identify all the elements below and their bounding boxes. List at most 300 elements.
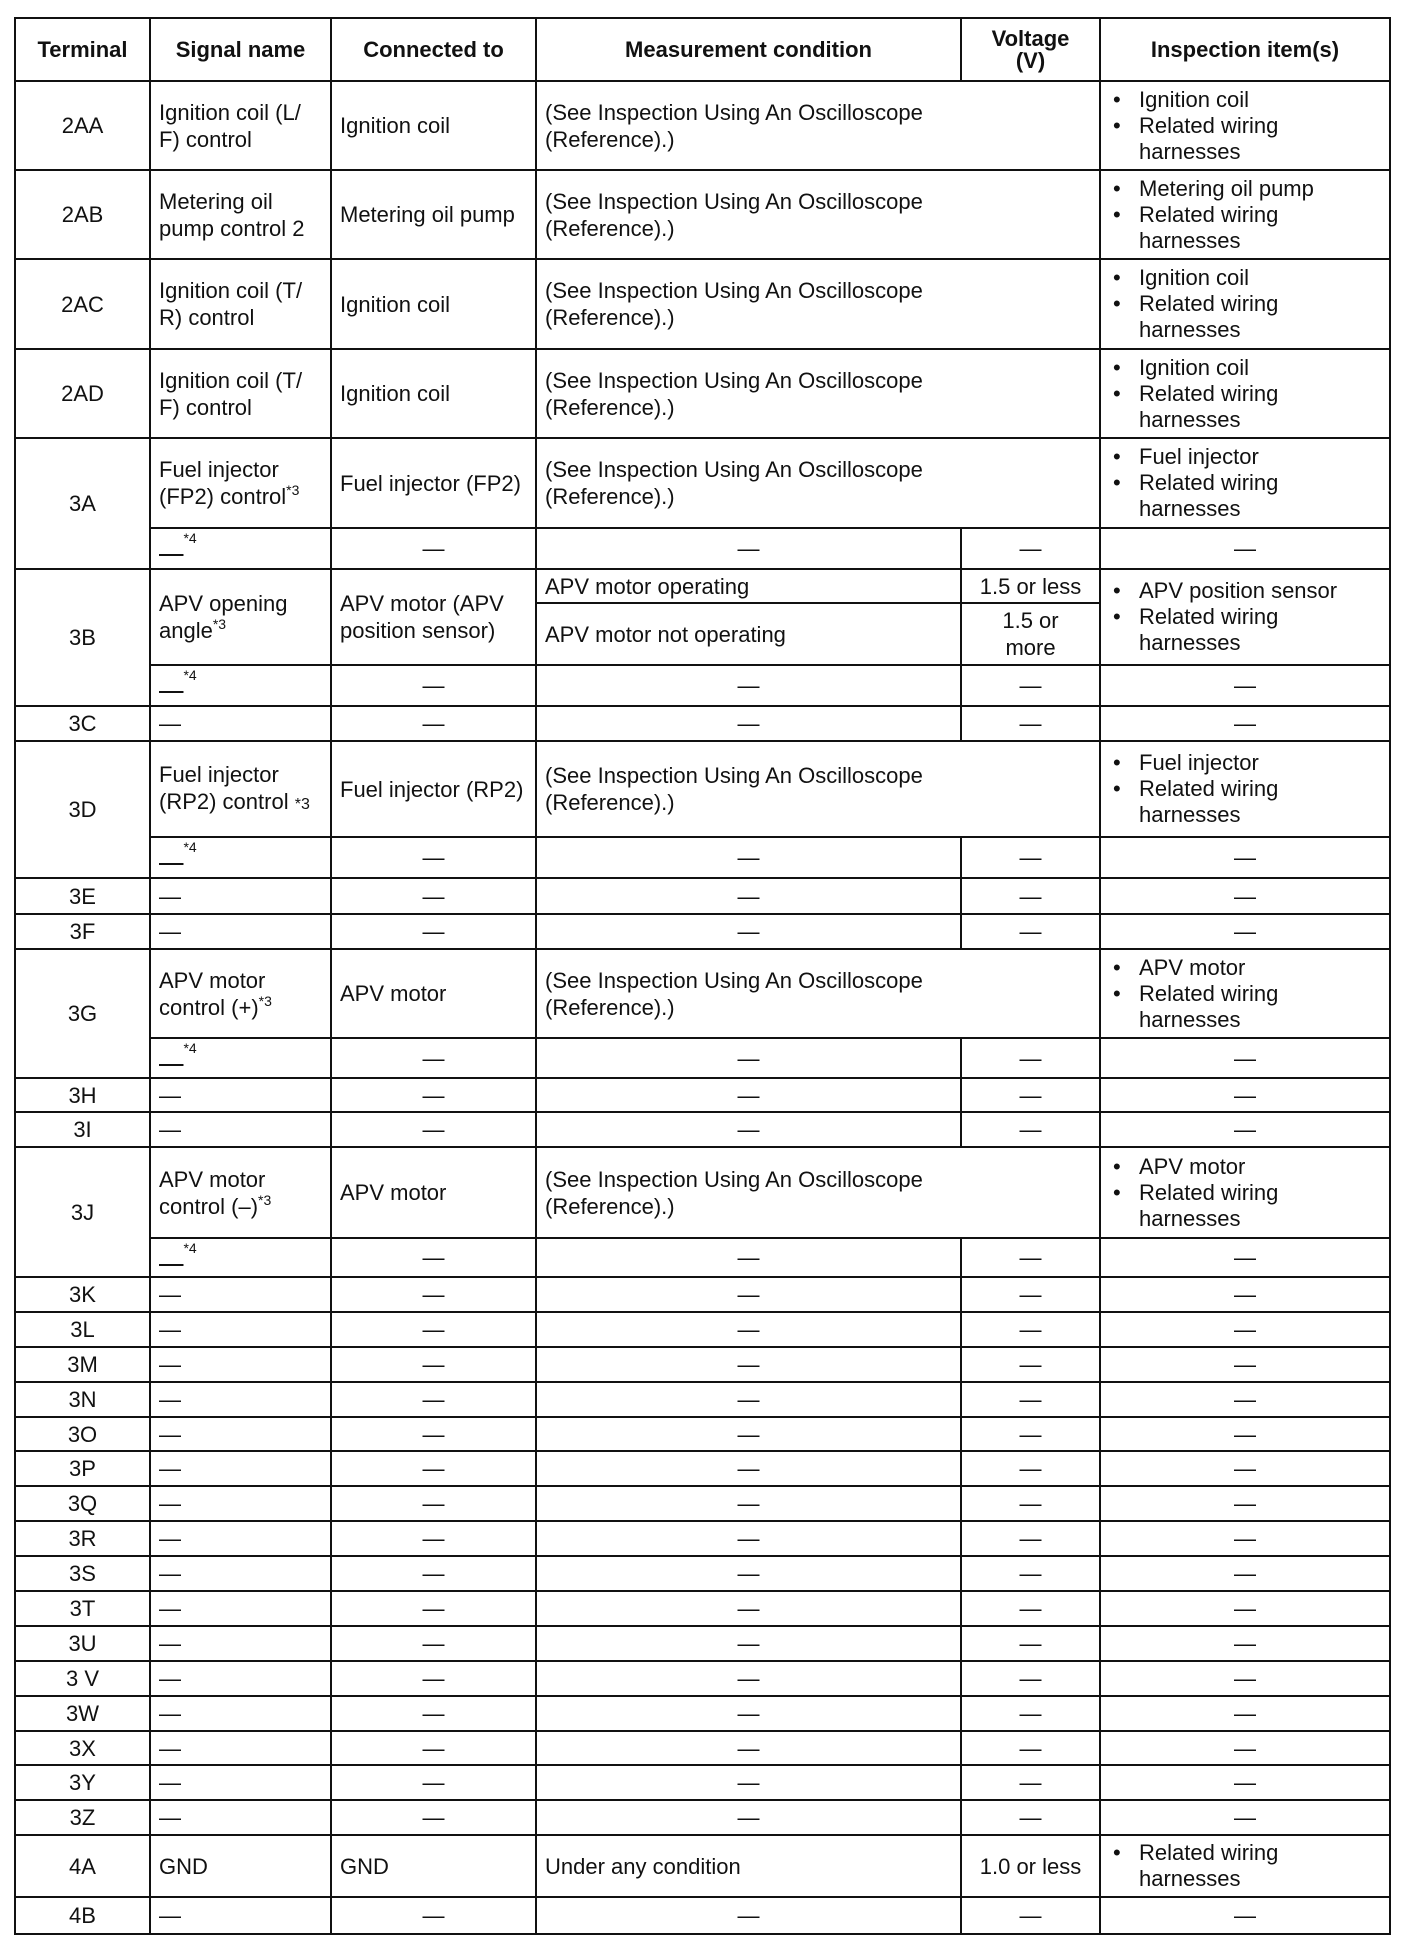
measurement-condition-cell: — — [536, 1112, 961, 1147]
connected-to-cell: — — [331, 1078, 536, 1112]
signal-name-cell — [150, 528, 331, 569]
voltage-cell: — — [961, 1277, 1100, 1312]
table-subrow — [15, 528, 1390, 569]
measurement-condition-cell: (See Inspection Using An Oscilloscope (Reference).) — [536, 349, 1100, 438]
inspection-items-cell: — — [1100, 1486, 1390, 1521]
inspection-items-list — [1109, 87, 1381, 165]
header-terminal: Terminal — [15, 18, 150, 81]
signal-name-cell: Ignition coil (T/ F) control — [150, 349, 331, 438]
table-row — [15, 1277, 1390, 1312]
signal-name-cell: — — [150, 1078, 331, 1112]
table-subrow — [15, 837, 1390, 878]
connected-to-cell: — — [331, 1591, 536, 1626]
footnote-3: *3 — [294, 795, 310, 813]
terminal-cell: 3P — [15, 1451, 150, 1486]
signal-name-cell: — — [150, 1312, 331, 1347]
measurement-condition-cell: — — [536, 1661, 961, 1696]
connected-to-cell: — — [331, 1800, 536, 1835]
voltage-cell: — — [961, 837, 1100, 878]
table-subrow — [15, 1238, 1390, 1277]
inspection-items-cell — [1100, 170, 1390, 259]
table-row — [15, 1897, 1390, 1934]
inspection-item: • APV position sensor — [1139, 578, 1381, 604]
table-row — [15, 1417, 1390, 1452]
measurement-condition-cell: (See Inspection Using An Oscilloscope (Reference).) — [536, 438, 1100, 528]
inspection-items-cell: — — [1100, 665, 1390, 706]
terminal-cell: 3K — [15, 1277, 150, 1312]
table-row — [15, 1556, 1390, 1591]
signal-name-cell: — — [150, 1626, 331, 1661]
measurement-condition-cell: — — [536, 1897, 961, 1934]
connected-to-cell: — — [331, 914, 536, 949]
voltage-cell: — — [961, 1038, 1100, 1078]
terminal-cell: 3 V — [15, 1661, 150, 1696]
signal-name-text: APV motor control (–) — [159, 1166, 266, 1219]
table-row — [15, 741, 1390, 837]
footnote-4: *4 — [183, 667, 197, 683]
header-signal-name: Signal name — [150, 18, 331, 81]
footnote-4: *4 — [183, 839, 197, 855]
measurement-condition-cell: — — [536, 1731, 961, 1766]
inspection-items-cell: — — [1100, 1521, 1390, 1556]
inspection-items-cell: — — [1100, 1626, 1390, 1661]
inspection-item: • Ignition coil — [1139, 265, 1381, 291]
terminal-cell: 3C — [15, 706, 150, 741]
measurement-condition-cell: — — [536, 1591, 961, 1626]
terminal-cell: 3S — [15, 1556, 150, 1591]
voltage-cell: — — [961, 1765, 1100, 1800]
inspection-items-cell: — — [1100, 1382, 1390, 1417]
table-row — [15, 878, 1390, 914]
signal-name-cell: — — [150, 878, 331, 914]
signal-name-cell: — — [150, 1382, 331, 1417]
voltage-cell: — — [961, 1078, 1100, 1112]
inspection-item: • Related wiring harnesses — [1139, 202, 1381, 254]
table-row — [15, 1078, 1390, 1112]
measurement-condition-cell: (See Inspection Using An Oscilloscope (Reference).) — [536, 81, 1100, 170]
inspection-items-cell — [1100, 349, 1390, 438]
table-row — [15, 1696, 1390, 1731]
measurement-condition-cell: (See Inspection Using An Oscilloscope (Reference).) — [536, 170, 1100, 259]
connected-to-cell: — — [331, 1112, 536, 1147]
terminal-cell: 3X — [15, 1731, 150, 1766]
inspection-item: • Ignition coil — [1139, 87, 1381, 113]
measurement-condition-cell: — — [536, 1800, 961, 1835]
terminal-cell: 3H — [15, 1078, 150, 1112]
table-row — [15, 1486, 1390, 1521]
signal-name-cell: — — [150, 1112, 331, 1147]
voltage-cell: — — [961, 1382, 1100, 1417]
signal-name-cell: Metering oil pump control 2 — [150, 170, 331, 259]
signal-name-cell: — — [150, 1451, 331, 1486]
terminal-cell: 3I — [15, 1112, 150, 1147]
signal-name-cell — [150, 438, 331, 528]
table-row — [15, 170, 1390, 259]
measurement-condition-cell: — — [536, 706, 961, 741]
signal-name-cell: — — [150, 1765, 331, 1800]
inspection-item: • Related wiring harnesses — [1139, 113, 1381, 165]
measurement-condition-cell: (See Inspection Using An Oscilloscope (Reference).) — [536, 259, 1100, 349]
signal-name-cell: — — [150, 1486, 331, 1521]
header-voltage-label: Voltage (V) — [991, 25, 1070, 73]
voltage-cell: — — [961, 1661, 1100, 1696]
signal-name-cell: — — [150, 1591, 331, 1626]
inspection-items-list — [1109, 1154, 1381, 1232]
signal-name-cell — [150, 1038, 331, 1078]
inspection-items-list — [1109, 265, 1381, 343]
terminal-cell: 3F — [15, 914, 150, 949]
table-row — [15, 1112, 1390, 1147]
measurement-condition-cell: — — [536, 914, 961, 949]
measurement-condition-cell: — — [536, 1277, 961, 1312]
voltage-cell: — — [961, 878, 1100, 914]
table-row — [15, 438, 1390, 528]
inspection-items-cell: — — [1100, 837, 1390, 878]
terminal-cell: 2AD — [15, 349, 150, 438]
connected-to-cell: — — [331, 528, 536, 569]
table-row — [15, 1731, 1390, 1766]
table-row — [15, 259, 1390, 349]
voltage-cell: — — [961, 528, 1100, 569]
footnote-3: *3 — [212, 616, 227, 632]
voltage-cell: 1.5 or less — [961, 569, 1100, 603]
signal-name-cell: — — [150, 1731, 331, 1766]
inspection-items-cell: — — [1100, 1312, 1390, 1347]
signal-name-cell — [150, 569, 331, 665]
signal-name-cell: GND — [150, 1835, 331, 1897]
measurement-condition-cell: Under any condition — [536, 1835, 961, 1897]
signal-name-cell: — — [150, 914, 331, 949]
signal-name-cell: — — [150, 1661, 331, 1696]
table-row — [15, 1451, 1390, 1486]
header-inspection-items: Inspection item(s) — [1100, 18, 1390, 81]
inspection-items-cell: — — [1100, 1731, 1390, 1766]
connected-to-cell: — — [331, 1382, 536, 1417]
voltage-cell: 1.0 or less — [961, 1835, 1100, 1897]
connected-to-cell: — — [331, 1277, 536, 1312]
connected-to-cell: — — [331, 1038, 536, 1078]
voltage-cell: — — [961, 1312, 1100, 1347]
measurement-condition-cell: — — [536, 1347, 961, 1382]
inspection-item: • Related wiring harnesses — [1139, 291, 1381, 343]
terminal-cell: 3M — [15, 1347, 150, 1382]
inspection-items-cell — [1100, 81, 1390, 170]
inspection-items-list — [1109, 750, 1381, 828]
signal-name-cell: — — [150, 1521, 331, 1556]
blank-signal — [159, 1042, 183, 1067]
voltage-cell: — — [961, 1626, 1100, 1661]
connected-to-cell: — — [331, 837, 536, 878]
table-row — [15, 914, 1390, 949]
connected-to-cell: — — [331, 1696, 536, 1731]
inspection-item: • Metering oil pump — [1139, 176, 1381, 202]
inspection-item: • Related wiring harnesses — [1139, 604, 1381, 656]
measurement-condition-cell: APV motor operating — [536, 569, 961, 603]
connected-to-cell: — — [331, 1486, 536, 1521]
connected-to-cell: — — [331, 1556, 536, 1591]
inspection-items-cell — [1100, 949, 1390, 1038]
table-row — [15, 706, 1390, 741]
signal-name-cell — [150, 1238, 331, 1277]
table-row — [15, 1765, 1390, 1800]
terminal-cell: 3Y — [15, 1765, 150, 1800]
connected-to-cell: Fuel injector (RP2) — [331, 741, 536, 837]
inspection-items-list — [1109, 444, 1381, 522]
inspection-items-cell: — — [1100, 1556, 1390, 1591]
voltage-cell: — — [961, 914, 1100, 949]
footnote-4: *4 — [183, 530, 197, 546]
measurement-condition-cell: (See Inspection Using An Oscilloscope (Reference).) — [536, 949, 1100, 1038]
signal-name-cell: — — [150, 706, 331, 741]
signal-name-cell — [150, 665, 331, 706]
measurement-condition-cell: — — [536, 1238, 961, 1277]
signal-name-cell: — — [150, 1897, 331, 1934]
inspection-items-cell: — — [1100, 1897, 1390, 1934]
inspection-item: • Fuel injector — [1139, 444, 1381, 470]
table-row — [15, 1521, 1390, 1556]
measurement-condition-cell: — — [536, 1038, 961, 1078]
voltage-cell: — — [961, 1731, 1100, 1766]
inspection-items-cell — [1100, 741, 1390, 837]
voltage-cell: — — [961, 1112, 1100, 1147]
inspection-items-cell: — — [1100, 1277, 1390, 1312]
footnote-4: *4 — [183, 1240, 197, 1256]
inspection-items-cell — [1100, 569, 1390, 665]
measurement-condition-cell: — — [536, 1078, 961, 1112]
inspection-item: • Related wiring harnesses — [1139, 470, 1381, 522]
connected-to-cell: — — [331, 1238, 536, 1277]
connected-to-cell: APV motor — [331, 949, 536, 1038]
connected-to-cell: — — [331, 1765, 536, 1800]
terminal-cell: 3E — [15, 878, 150, 914]
signal-name-cell — [150, 741, 331, 837]
connected-to-cell: — — [331, 1626, 536, 1661]
signal-name-text: APV opening angle — [159, 591, 288, 643]
signal-name-cell — [150, 837, 331, 878]
connected-to-cell: APV motor (APV position sensor) — [331, 569, 536, 665]
measurement-condition-cell: (See Inspection Using An Oscilloscope (Reference).) — [536, 741, 1100, 837]
voltage-cell: — — [961, 1800, 1100, 1835]
signal-name-cell — [150, 949, 331, 1038]
measurement-condition-cell: — — [536, 1696, 961, 1731]
footnote-3: *3 — [258, 1191, 272, 1208]
footnote-3: *3 — [286, 482, 300, 498]
table-subrow — [15, 665, 1390, 706]
connected-to-cell: Ignition coil — [331, 259, 536, 349]
terminal-cell: 3L — [15, 1312, 150, 1347]
inspection-items-cell: — — [1100, 1347, 1390, 1382]
connected-to-cell: GND — [331, 1835, 536, 1897]
header-connected-to: Connected to — [331, 18, 536, 81]
inspection-items-cell: — — [1100, 1417, 1390, 1452]
inspection-items-cell: — — [1100, 1038, 1390, 1078]
voltage-cell: — — [961, 1486, 1100, 1521]
terminal-cell: 3Q — [15, 1486, 150, 1521]
table-row — [15, 1147, 1390, 1238]
terminal-cell: 3D — [15, 741, 150, 878]
connected-to-cell: — — [331, 1897, 536, 1934]
table-row — [15, 81, 1390, 170]
table-row — [15, 1800, 1390, 1835]
measurement-condition-cell: — — [536, 528, 961, 569]
terminal-cell: 4B — [15, 1897, 150, 1934]
measurement-condition-cell: — — [536, 1382, 961, 1417]
footnote-3: *3 — [258, 992, 272, 1009]
terminal-cell: 3N — [15, 1382, 150, 1417]
inspection-items-cell — [1100, 259, 1390, 349]
signal-name-cell: — — [150, 1556, 331, 1591]
inspection-item: • APV motor — [1139, 955, 1381, 981]
terminal-cell: 3Z — [15, 1800, 150, 1835]
inspection-items-cell: — — [1100, 1112, 1390, 1147]
inspection-items-list — [1109, 955, 1381, 1033]
terminal-cell: 3U — [15, 1626, 150, 1661]
table-row — [15, 1347, 1390, 1382]
header-row — [15, 18, 1390, 81]
signal-name-cell: — — [150, 1277, 331, 1312]
signal-name-cell: Ignition coil (L/ F) control — [150, 81, 331, 170]
voltage-cell: — — [961, 1591, 1100, 1626]
voltage-cell: — — [961, 1417, 1100, 1452]
terminal-cell: 4A — [15, 1835, 150, 1897]
connected-to-cell: — — [331, 1451, 536, 1486]
inspection-items-cell: — — [1100, 528, 1390, 569]
signal-name-cell: — — [150, 1800, 331, 1835]
inspection-items-list — [1109, 176, 1381, 254]
measurement-condition-cell: — — [536, 878, 961, 914]
connected-to-cell: — — [331, 1661, 536, 1696]
inspection-items-cell: — — [1100, 1078, 1390, 1112]
table-row — [15, 1626, 1390, 1661]
inspection-items-cell: — — [1100, 1765, 1390, 1800]
inspection-items-list — [1109, 1840, 1381, 1892]
signal-name-cell — [150, 1147, 331, 1238]
measurement-condition-cell: — — [536, 1556, 961, 1591]
terminal-cell: 3J — [15, 1147, 150, 1277]
signal-name-cell: Ignition coil (T/ R) control — [150, 259, 331, 349]
terminal-cell: 2AB — [15, 170, 150, 259]
inspection-items-list — [1109, 355, 1381, 433]
terminal-inspection-table — [14, 17, 1391, 1935]
terminal-cell: 3B — [15, 569, 150, 706]
terminal-cell: 2AC — [15, 259, 150, 349]
signal-name-cell: — — [150, 1417, 331, 1452]
signal-name-text: Fuel injector (RP2) control — [159, 761, 289, 814]
connected-to-cell: APV motor — [331, 1147, 536, 1238]
voltage-cell: — — [961, 1238, 1100, 1277]
inspection-item: • Ignition coil — [1139, 355, 1381, 381]
measurement-condition-cell: — — [536, 1521, 961, 1556]
connected-to-cell: Ignition coil — [331, 349, 536, 438]
measurement-condition-cell: — — [536, 1312, 961, 1347]
measurement-condition-cell: — — [536, 1765, 961, 1800]
measurement-condition-cell: (See Inspection Using An Oscilloscope (Reference).) — [536, 1147, 1100, 1238]
inspection-items-cell: — — [1100, 1591, 1390, 1626]
inspection-item: • Related wiring harnesses — [1139, 776, 1381, 828]
inspection-items-cell — [1100, 438, 1390, 528]
header-measurement-condition: Measurement condition — [536, 18, 961, 81]
signal-name-text: APV motor control (+) — [159, 967, 266, 1020]
signal-name-cell: — — [150, 1347, 331, 1382]
measurement-condition-cell: — — [536, 1451, 961, 1486]
voltage-value: 1.5 or more — [1002, 608, 1059, 660]
measurement-condition-cell: — — [536, 1486, 961, 1521]
inspection-items-cell: — — [1100, 1696, 1390, 1731]
blank-signal — [159, 669, 183, 694]
table-row — [15, 349, 1390, 438]
connected-to-cell: Fuel injector (FP2) — [331, 438, 536, 528]
terminal-cell: 3R — [15, 1521, 150, 1556]
blank-signal — [159, 1242, 183, 1267]
voltage-cell: — — [961, 1696, 1100, 1731]
inspection-items-cell — [1100, 1147, 1390, 1238]
inspection-item: • Related wiring harnesses — [1139, 981, 1381, 1033]
table-row — [15, 1835, 1390, 1897]
footnote-4: *4 — [183, 1040, 197, 1056]
inspection-items-cell: — — [1100, 1661, 1390, 1696]
header-voltage — [961, 18, 1100, 81]
terminal-cell: 2AA — [15, 81, 150, 170]
measurement-condition-cell: — — [536, 1417, 961, 1452]
connected-to-cell: — — [331, 1417, 536, 1452]
connected-to-cell: — — [331, 665, 536, 706]
connected-to-cell: Metering oil pump — [331, 170, 536, 259]
table-row — [15, 1591, 1390, 1626]
voltage-cell: — — [961, 706, 1100, 741]
table-row — [15, 1312, 1390, 1347]
connected-to-cell: — — [331, 878, 536, 914]
terminal-cell: 3O — [15, 1417, 150, 1452]
inspection-items-cell: — — [1100, 1238, 1390, 1277]
terminal-cell: 3T — [15, 1591, 150, 1626]
signal-name-cell: — — [150, 1696, 331, 1731]
voltage-cell: — — [961, 1556, 1100, 1591]
inspection-items-cell: — — [1100, 878, 1390, 914]
table-row — [15, 1382, 1390, 1417]
inspection-item: • APV motor — [1139, 1154, 1381, 1180]
connected-to-cell: — — [331, 1312, 536, 1347]
terminal-cell: 3G — [15, 949, 150, 1078]
connected-to-cell: Ignition coil — [331, 81, 536, 170]
inspection-item: • Related wiring harnesses — [1139, 1840, 1381, 1892]
connected-to-cell: — — [331, 1731, 536, 1766]
inspection-items-list — [1109, 578, 1381, 656]
inspection-item: • Related wiring harnesses — [1139, 381, 1381, 433]
table-row — [15, 569, 1390, 603]
inspection-item: • Fuel injector — [1139, 750, 1381, 776]
blank-signal — [159, 841, 183, 866]
voltage-cell: — — [961, 1897, 1100, 1934]
connected-to-cell: — — [331, 706, 536, 741]
voltage-cell: — — [961, 1521, 1100, 1556]
inspection-item: • Related wiring harnesses — [1139, 1180, 1381, 1232]
terminal-cell: 3W — [15, 1696, 150, 1731]
voltage-cell — [961, 603, 1100, 665]
measurement-condition-cell: — — [536, 665, 961, 706]
measurement-condition-cell: — — [536, 837, 961, 878]
signal-name-text: Fuel injector (FP2) control — [159, 457, 287, 509]
inspection-items-cell: — — [1100, 706, 1390, 741]
measurement-condition-cell: APV motor not operating — [536, 603, 961, 665]
terminal-cell: 3A — [15, 438, 150, 569]
voltage-cell: — — [961, 1347, 1100, 1382]
voltage-cell: — — [961, 665, 1100, 706]
inspection-items-cell: — — [1100, 1800, 1390, 1835]
connected-to-cell: — — [331, 1521, 536, 1556]
table-subrow — [15, 1038, 1390, 1078]
table-row — [15, 949, 1390, 1038]
table-row — [15, 1661, 1390, 1696]
